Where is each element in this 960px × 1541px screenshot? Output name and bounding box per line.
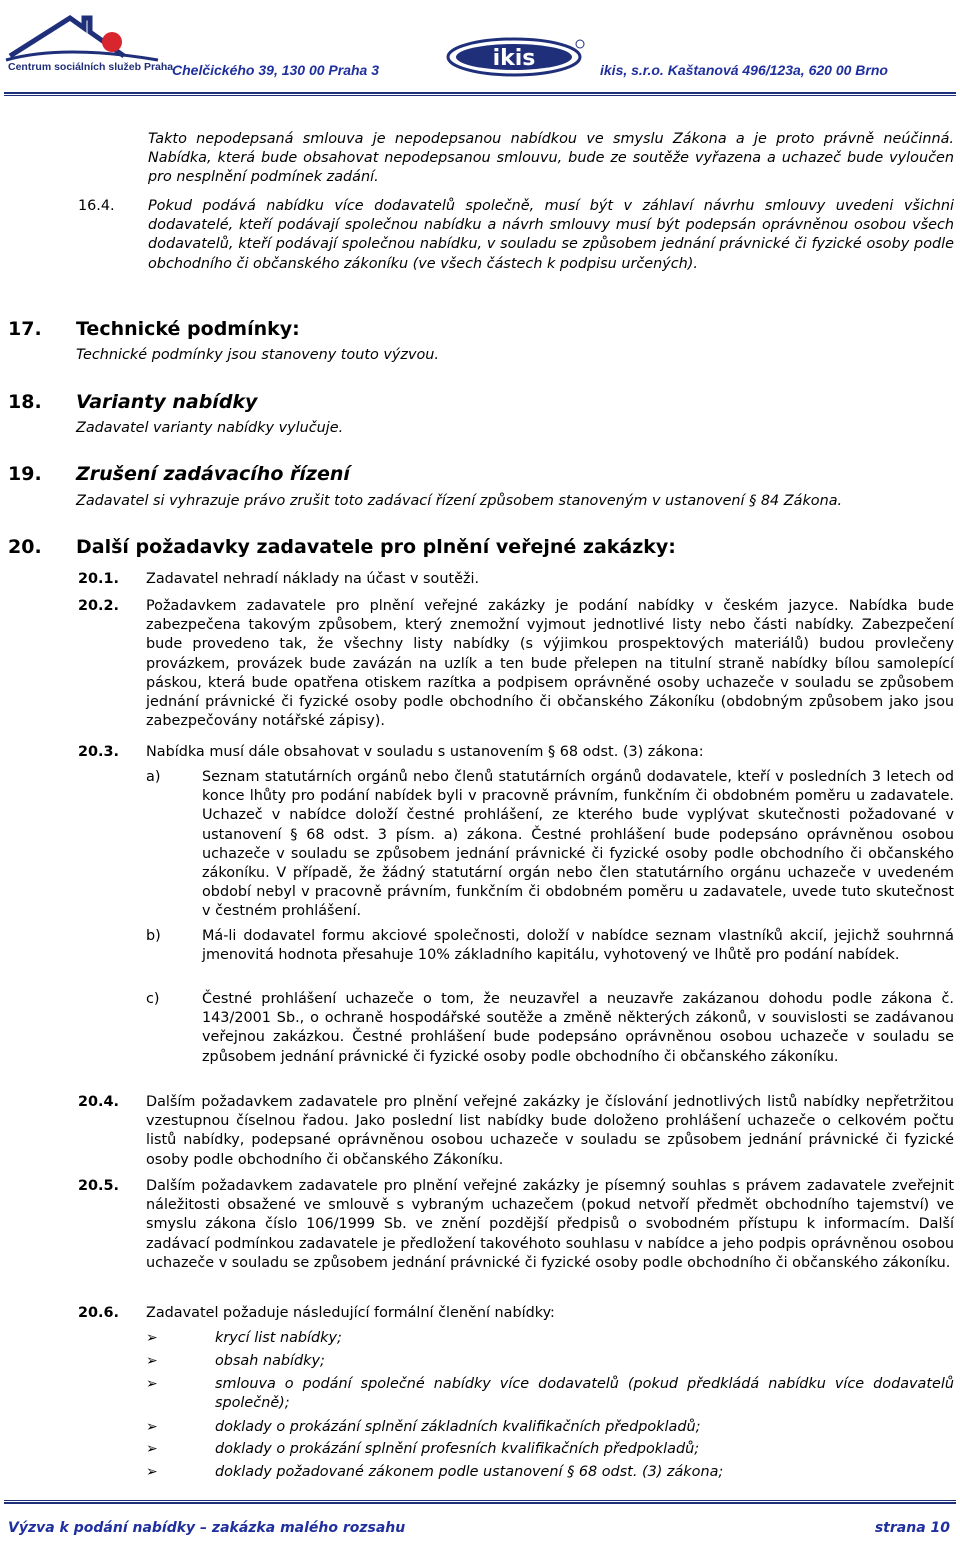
item-20-3-text: Nabídka musí dále obsahovat v souladu s ustanovením § 68 odst. (3) zákona:: [146, 744, 704, 760]
header-address-right: ikis, s.r.o. Kaštanová 496/123a, 620 00 Brno: [600, 62, 888, 78]
footer-divider: [4, 1500, 956, 1504]
section-19-number: 19.: [8, 463, 42, 485]
list-item: doklady o prokázání splnění základních kvalifikačních předpokladů;: [215, 1419, 701, 1435]
bullet-arrow-icon: ➢: [146, 1376, 158, 1392]
footer-title: Výzva k podání nabídky – zakázka malého rozsahu: [8, 1520, 406, 1536]
section-17-number: 17.: [8, 318, 42, 340]
item-20-3-c-text: Čestné prohlášení uchazeče o tom, že neuzavřel a neuzavře zakázanou dohodu podle zákona č. 143/2001 Sb., o ochraně hospodářské soutěže a změně některých zákonů, v souvislosti se zadávanou veřejnou zakázkou. Čestné prohlášení bude podepsáno oprávněnou osobou uchazeče v souladu se způsobem jednání právnické či fyzické osoby podle obchodního či občanského zákoníku.: [202, 991, 954, 1065]
item-20-4-number: 20.4.: [78, 1094, 119, 1110]
item-16-4-number: 16.4.: [78, 198, 115, 214]
bullet-arrow-icon: ➢: [146, 1353, 158, 1369]
item-20-6-number: 20.6.: [78, 1305, 119, 1321]
section-19-title: Zrušení zadávacího řízení: [76, 463, 350, 485]
list-item: doklady požadované zákonem podle ustanovení § 68 odst. (3) zákona;: [215, 1464, 724, 1480]
list-item: doklady o prokázání splnění profesních kvalifikačních předpokladů;: [215, 1441, 700, 1457]
page-header: [0, 0, 960, 100]
section-19-text: Zadavatel si vyhrazuje právo zrušit toto zadávací řízení způsobem stanoveným v ustanovení § 84 Zákona.: [76, 493, 843, 509]
section-17-text: Technické podmínky jsou stanoveny touto výzvou.: [76, 347, 439, 363]
section-20-number: 20.: [8, 536, 42, 558]
item-20-5-number: 20.5.: [78, 1178, 119, 1194]
intro-paragraph: Takto nepodepsaná smlouva je nepodepsanou nabídkou ve smyslu Zákona a je proto právně neúčinná. Nabídka, která bude obsahovat nepodepsanou smlouvu, bude ze soutěže vyřazena a uchazeč bude vyloučen pro nesplnění podmínek zadání.: [148, 131, 954, 186]
ikis-logo-text: ikis: [492, 46, 536, 71]
section-18-title: Varianty nabídky: [76, 391, 258, 413]
bullet-arrow-icon: ➢: [146, 1330, 158, 1346]
section-20-title: Další požadavky zadavatele pro plnění veřejné zakázky:: [76, 536, 676, 558]
item-20-1-text: Zadavatel nehradí náklady na účast v soutěži.: [146, 571, 480, 587]
item-20-3-a-text: Seznam statutárních orgánů nebo členů statutárních orgánů dodavatele, kteří v posledních 3 letech od konce lhůty pro podání nabídek byli v pracovně právním, funkčním či obdobném poměru u zadavatele. Uchazeč v nabídce doloží čestné prohlášení, ze kterého bude vyplývat skutečnosti požadované v ustanovení § 68 odst. 3 písm. a) zákona. Čestné prohlášení bude podepsáno oprávněnou osobou uchazeče v souladu se způsobem jednání právnické či fyzické osoby podle obchodního či občanského zákoníku. V případě, že žádný statutární orgán nebo člen statutárního orgánu uchazeče v uvedeném období nebyl v pracovně právním, funkčním či obdobném poměru u zadavatele, uvede tuto skutečnost v čestném prohlášení.: [202, 769, 954, 920]
header-divider: [4, 92, 956, 96]
bullet-arrow-icon: ➢: [146, 1441, 158, 1457]
item-20-3-c-label: c): [146, 991, 160, 1007]
section-17-title: Technické podmínky:: [76, 318, 300, 340]
header-address-left: Chelčického 39, 130 00 Praha 3: [172, 62, 380, 78]
item-20-3-b-label: b): [146, 928, 161, 944]
section-18-number: 18.: [8, 391, 42, 413]
item-20-3-b-text: Má-li dodavatel formu akciové společnosti, doloží v nabídce seznam vlastníků akcií, jejichž souhrnná jmenovitá hodnota přesahuje 10% základního kapitálu, vyhotovený ve lhůtě pro podání nabídek.: [202, 928, 954, 964]
item-20-1-number: 20.1.: [78, 571, 119, 587]
section-18-text: Zadavatel varianty nabídky vylučuje.: [76, 420, 344, 436]
list-item: smlouva o podání společné nabídky více dodavatelů (pokud předkládá nabídku více dodavatelů společně);: [215, 1376, 954, 1412]
item-20-2-text: Požadavkem zadavatele pro plnění veřejné zakázky je podání nabídky v českém jazyce. Nabídka bude zabezpečena takovým způsobem, který znemožní vyjmout jednotlivé listy nebo části nabídky. Zabezpečení bude provedeno tak, že všechny listy nabídky (s výjimkou prospektových materiálů) budou provlečeny provázkem, provázek bude zavázán na uzlík a ten bude přelepen na titulní straně nabídky bílou samolepící páskou, která bude opatřena otiskem razítka a podpisem oprávněné osoby uchazeče v souladu se způsobem jednání právnické či fyzické osoby podle obchodního či občanského Zákoníku (obdobným způsobem jako jsou zabezpečovány notářské zápisy).: [146, 598, 954, 730]
ikis-logo-icon: [444, 36, 588, 78]
item-20-4-text: Dalším požadavkem zadavatele pro plnění veřejné zakázky je číslování jednotlivých listů nabídky nepřetržitou vzestupnou číselnou řadou. Jako poslední list nabídky bude doloženo prohlášení uchazeče o celkovém počtu listů nabídky, podepsané oprávněnou osobou uchazeče v souladu se způsobem jednání právnické či fyzické osoby podle obchodního či občanského Zákoníku.: [146, 1094, 954, 1168]
bullet-arrow-icon: ➢: [146, 1464, 158, 1480]
item-20-3-a-label: a): [146, 769, 161, 785]
list-item: krycí list nabídky;: [215, 1330, 342, 1346]
bullet-arrow-icon: ➢: [146, 1419, 158, 1435]
item-20-6-text: Zadavatel požaduje následující formální členění nabídky:: [146, 1305, 555, 1321]
page-number: strana 10: [874, 1520, 950, 1536]
item-20-3-number: 20.3.: [78, 744, 119, 760]
item-20-5-text: Dalším požadavkem zadavatele pro plnění veřejné zakázky je písemný souhlas s právem zadavatele zveřejnit náležitosti obsažené ve smlouvě s vybraným uchazečem (pokud netvoří předmět obchodního tajemství) ve smyslu zákona číslo 106/1999 Sb. ve znění pozdější předpisů o svobodném přístupu k informacím. Další zadávací podmínkou zadavatele je předložení takovéhoto souhlasu v nabídce a jeho podpis oprávněnou osobou uchazeče v souladu se způsobem jednání právnické či fyzické osoby podle obchodního či občanského zákoníku.: [146, 1178, 954, 1271]
csp-logo-text: Centrum sociálních služeb Praha: [8, 61, 174, 73]
item-16-4-text: Pokud podává nabídku více dodavatelů společně, musí být v záhlaví návrhu smlouvy uvedeni všichni dodavatelé, kteří podávají společnou nabídku a návrh smlouvy musí být podepsán oprávněnou osobou všech dodavatelů, kteří podávají společnou nabídku, v souladu se způsobem jednání právnické či fyzické osoby podle obchodního či občanského zákoníku (ve všech částech k podpisu určených).: [148, 198, 954, 272]
item-20-2-number: 20.2.: [78, 598, 119, 614]
list-item: obsah nabídky;: [215, 1353, 325, 1369]
